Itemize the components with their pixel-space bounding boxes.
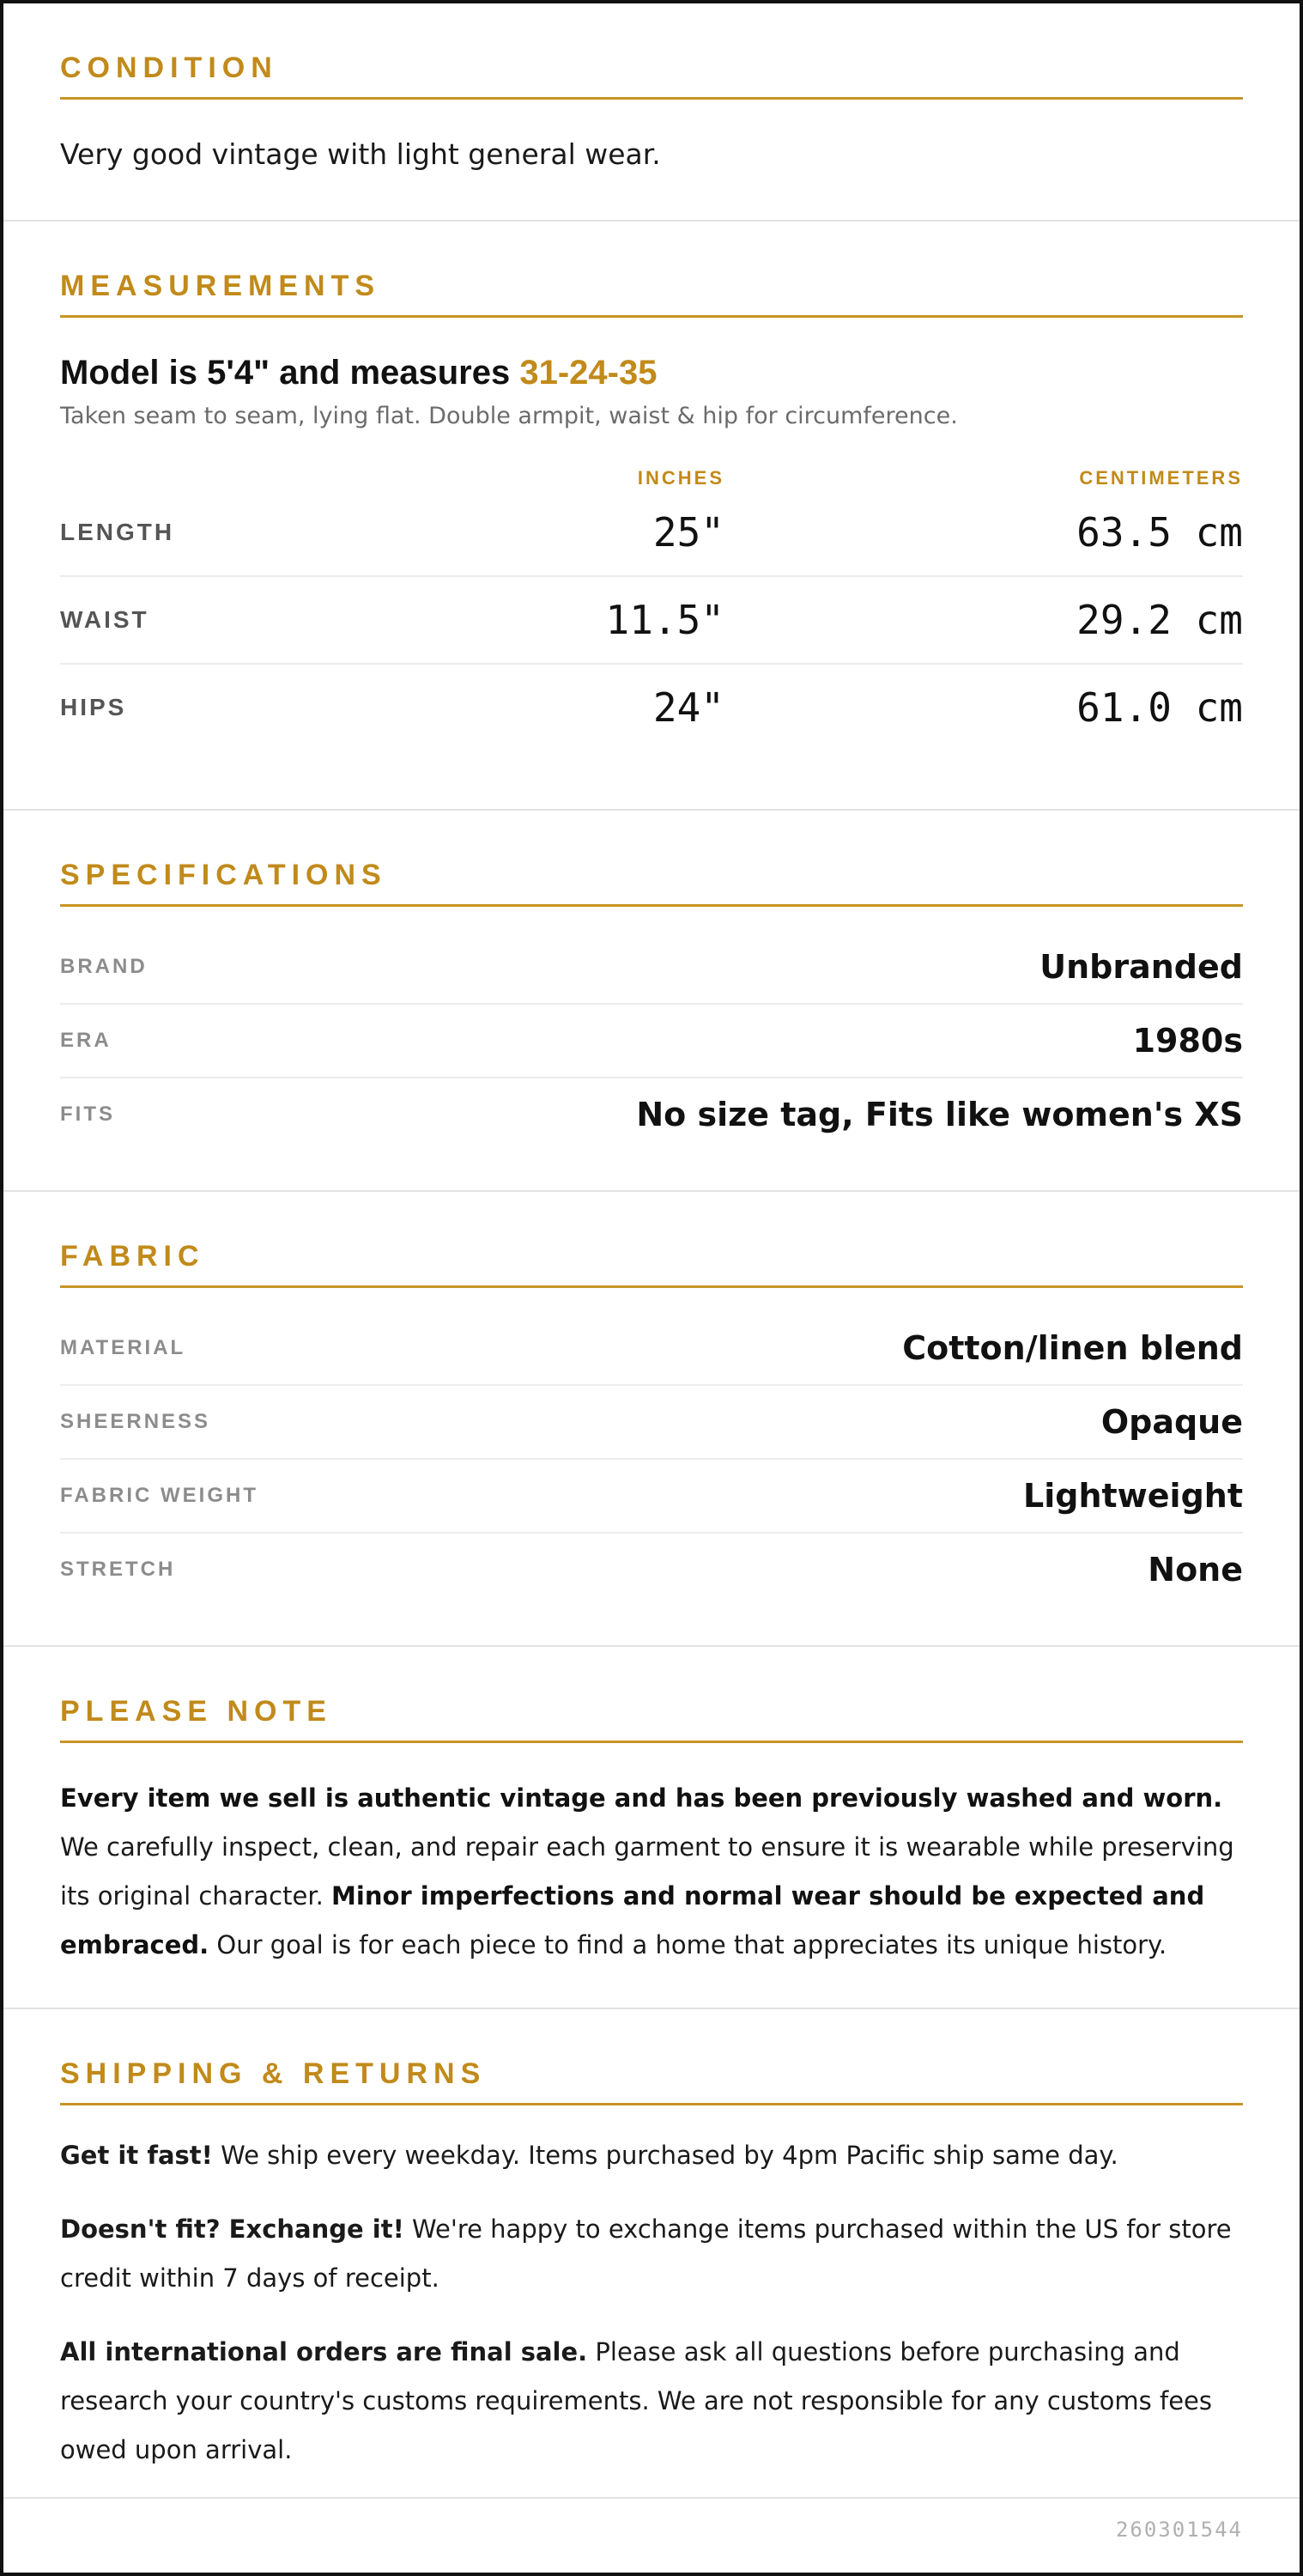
fabric-title: FABRIC xyxy=(60,1240,1243,1288)
international-text xyxy=(60,2328,1243,2475)
measurement-row-length xyxy=(60,489,1243,577)
spec-value: No size tag, Fits like women's XS xyxy=(636,1096,1243,1133)
spec-row-brand xyxy=(60,931,1243,1005)
fabric-value: Cotton/linen blend xyxy=(902,1329,1243,1367)
measurements-title: MEASUREMENTS xyxy=(60,270,1243,318)
please-note-text xyxy=(60,1774,1243,1970)
exchange-body: We're happy to exchange items purchased within the US for store credit within 7 days of receipt. xyxy=(60,2215,1232,2293)
fabric-row-weight xyxy=(60,1460,1243,1534)
note-text-2: Our goal is for each piece to find a home that appreciates its unique history. xyxy=(209,1930,1167,1959)
fabric-list xyxy=(60,1312,1243,1606)
specifications-list xyxy=(60,931,1243,1151)
measurement-note: Taken seam to seam, lying flat. Double armpit, waist & hip for circumference. xyxy=(60,403,958,429)
shipping-section xyxy=(3,2009,1300,2499)
fabric-row-sheerness xyxy=(60,1386,1243,1460)
shipping-fast-text xyxy=(60,2131,1243,2180)
model-measurements xyxy=(60,354,1243,392)
shipping-fast-body: We ship every weekday. Items purchased by 4pm Pacific ship same day. xyxy=(212,2141,1118,2170)
spec-value: 1980s xyxy=(1132,1022,1243,1060)
fabric-key: MATERIAL xyxy=(60,1336,186,1359)
fabric-row-stretch xyxy=(60,1534,1243,1606)
measurement-table xyxy=(60,489,1243,750)
fabric-key: STRETCH xyxy=(60,1558,176,1581)
spec-row-era xyxy=(60,1005,1243,1078)
fabric-key: SHEERNESS xyxy=(60,1410,211,1433)
measurement-label: HIPS xyxy=(60,694,127,720)
please-note-title: PLEASE NOTE xyxy=(60,1695,1243,1743)
fabric-section xyxy=(3,1192,1300,1647)
condition-title: CONDITION xyxy=(60,52,1243,100)
measurement-row-waist xyxy=(60,577,1243,665)
shipping-title: SHIPPING & RETURNS xyxy=(60,2057,1243,2105)
inches-header: INCHES xyxy=(637,467,724,489)
measurement-cm: 29.2 cm xyxy=(1076,597,1243,643)
measurement-inches: 24" xyxy=(652,684,724,731)
fabric-value: None xyxy=(1148,1551,1243,1589)
spec-key: ERA xyxy=(60,1029,112,1052)
measurement-row-hips xyxy=(60,665,1243,750)
condition-text: Very good vintage with light general wear. xyxy=(60,137,661,171)
condition-section xyxy=(3,3,1300,222)
specifications-title: SPECIFICATIONS xyxy=(60,859,1243,907)
measurement-cm: 63.5 cm xyxy=(1076,509,1243,556)
note-bold-1: Every item we sell is authentic vintage and has been previously washed and worn. xyxy=(60,1783,1223,1813)
model-measure-value: 31-24-35 xyxy=(519,354,658,392)
measurement-table-header xyxy=(60,467,1243,489)
exchange-text xyxy=(60,2205,1243,2303)
international-body: Please ask all questions before purchasing and research your country's customs requirements. We are not responsible for any customs fees owed upon arrival. xyxy=(60,2337,1212,2464)
fabric-value: Lightweight xyxy=(1023,1477,1243,1515)
fabric-row-material xyxy=(60,1312,1243,1386)
please-note-section xyxy=(3,1647,1300,2009)
spec-row-fits xyxy=(60,1078,1243,1151)
specifications-section xyxy=(3,811,1300,1192)
measurement-inches: 11.5" xyxy=(605,597,724,643)
model-prefix: Model is 5'4" and measures xyxy=(60,354,520,392)
measurement-inches: 25" xyxy=(652,509,724,556)
shipping-fast-bold: Get it fast! xyxy=(60,2141,213,2170)
spec-value: Unbranded xyxy=(1039,948,1243,986)
spec-key: FITS xyxy=(60,1103,115,1126)
note-bold-2: Minor imperfections and normal wear should be expected and embraced. xyxy=(60,1881,1205,1959)
sku-number: 260301544 xyxy=(1115,2518,1243,2542)
measurement-label: WAIST xyxy=(60,606,149,633)
fabric-value: Opaque xyxy=(1100,1403,1243,1441)
spec-key: BRAND xyxy=(60,955,148,978)
fabric-key: FABRIC WEIGHT xyxy=(60,1484,258,1507)
measurements-section xyxy=(3,222,1300,811)
measurement-label: LENGTH xyxy=(60,519,175,545)
international-bold: All international orders are final sale. xyxy=(60,2337,588,2366)
exchange-bold: Doesn't fit? Exchange it! xyxy=(60,2215,404,2244)
measurement-cm: 61.0 cm xyxy=(1076,684,1243,731)
note-text-1: We carefully inspect, clean, and repair each garment to ensure it is wearable while preserving its original character. xyxy=(60,1832,1234,1911)
centimeters-header: CENTIMETERS xyxy=(1079,467,1243,489)
